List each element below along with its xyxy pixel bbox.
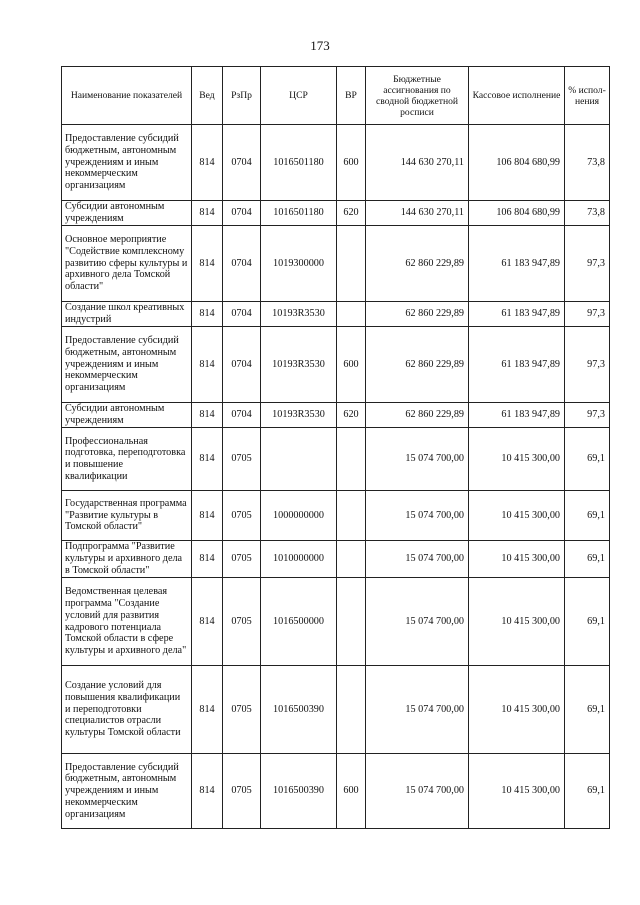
row-rzpr: 0705 — [223, 428, 261, 491]
row-ved: 814 — [192, 327, 223, 403]
row-cash: 61 183 947,89 — [469, 226, 565, 302]
row-vr: 600 — [337, 754, 366, 829]
row-csr: 1016501180 — [261, 125, 337, 201]
row-csr: 1016500000 — [261, 578, 337, 666]
row-csr: 10193R3530 — [261, 302, 337, 327]
row-vr — [337, 578, 366, 666]
row-cash: 10 415 300,00 — [469, 666, 565, 754]
row-ved: 814 — [192, 491, 223, 541]
row-name: Предоставление субсидий бюджетным, автономным учреждениям и иным некоммерческим организациям — [62, 125, 192, 201]
table-row — [62, 578, 610, 666]
row-vr — [337, 666, 366, 754]
row-rzpr: 0705 — [223, 578, 261, 666]
row-name: Субсидии автономным учреждениям — [62, 201, 192, 226]
row-name: Создание школ креативных индустрий — [62, 302, 192, 327]
row-ved: 814 — [192, 125, 223, 201]
row-name: Основное мероприятие "Содействие комплексному развитию сферы культуры и архивного дела Томской области" — [62, 226, 192, 302]
row-ved: 814 — [192, 403, 223, 428]
row-csr: 1016500390 — [261, 754, 337, 829]
row-budget: 15 074 700,00 — [366, 428, 469, 491]
table-row — [62, 327, 610, 403]
table-row — [62, 201, 610, 226]
row-rzpr: 0705 — [223, 666, 261, 754]
row-csr: 10193R3530 — [261, 403, 337, 428]
row-budget: 62 860 229,89 — [366, 403, 469, 428]
row-percent: 97,3 — [565, 226, 610, 302]
row-percent: 69,1 — [565, 754, 610, 829]
header-name: Наименование показателей — [62, 67, 192, 125]
row-ved: 814 — [192, 302, 223, 327]
table-header-row — [62, 67, 610, 125]
row-vr — [337, 541, 366, 578]
row-budget: 144 630 270,11 — [366, 125, 469, 201]
row-vr: 620 — [337, 403, 366, 428]
row-percent: 97,3 — [565, 302, 610, 327]
row-name: Подпрограмма "Развитие культуры и архивного дела в Томской области" — [62, 541, 192, 578]
row-cash: 106 804 680,99 — [469, 125, 565, 201]
row-rzpr: 0705 — [223, 541, 261, 578]
row-name: Профессиональная подготовка, переподготовка и повышение квалификации — [62, 428, 192, 491]
row-budget: 15 074 700,00 — [366, 578, 469, 666]
row-csr: 1016501180 — [261, 201, 337, 226]
row-vr — [337, 302, 366, 327]
row-cash: 61 183 947,89 — [469, 302, 565, 327]
row-rzpr: 0704 — [223, 125, 261, 201]
row-cash: 10 415 300,00 — [469, 754, 565, 829]
row-rzpr: 0704 — [223, 226, 261, 302]
row-name: Предоставление субсидий бюджетным, автономным учреждениям и иным некоммерческим организациям — [62, 754, 192, 829]
row-percent: 97,3 — [565, 327, 610, 403]
row-name: Предоставление субсидий бюджетным, автономным учреждениям и иным некоммерческим организациям — [62, 327, 192, 403]
row-rzpr: 0704 — [223, 403, 261, 428]
header-vr: ВР — [337, 67, 366, 125]
row-cash: 10 415 300,00 — [469, 578, 565, 666]
row-percent: 69,1 — [565, 666, 610, 754]
row-cash: 10 415 300,00 — [469, 491, 565, 541]
row-vr: 600 — [337, 125, 366, 201]
row-vr: 620 — [337, 201, 366, 226]
header-cash: Кассовое исполнение — [469, 67, 565, 125]
page-number: 173 — [310, 38, 330, 53]
row-percent: 69,1 — [565, 491, 610, 541]
table-row — [62, 125, 610, 201]
row-name: Государственная программа "Развитие культуры в Томской области" — [62, 491, 192, 541]
row-name: Создание условий для повышения квалификации и переподготовки специалистов отрасли культуры Томской области — [62, 666, 192, 754]
header-csr: ЦСР — [261, 67, 337, 125]
row-percent: 73,8 — [565, 125, 610, 201]
row-budget: 15 074 700,00 — [366, 666, 469, 754]
row-percent: 69,1 — [565, 578, 610, 666]
row-rzpr: 0705 — [223, 754, 261, 829]
row-budget: 62 860 229,89 — [366, 302, 469, 327]
row-csr — [261, 428, 337, 491]
row-rzpr: 0704 — [223, 302, 261, 327]
row-cash: 61 183 947,89 — [469, 327, 565, 403]
table-row — [62, 403, 610, 428]
row-rzpr: 0704 — [223, 201, 261, 226]
table-row — [62, 491, 610, 541]
header-ved: Вед — [192, 67, 223, 125]
row-csr: 1019300000 — [261, 226, 337, 302]
row-budget: 144 630 270,11 — [366, 201, 469, 226]
row-budget: 15 074 700,00 — [366, 541, 469, 578]
row-cash: 10 415 300,00 — [469, 541, 565, 578]
row-name: Субсидии автономным учреждениям — [62, 403, 192, 428]
row-percent: 69,1 — [565, 428, 610, 491]
row-cash: 10 415 300,00 — [469, 428, 565, 491]
row-budget: 15 074 700,00 — [366, 754, 469, 829]
table-row — [62, 541, 610, 578]
row-budget: 62 860 229,89 — [366, 327, 469, 403]
row-ved: 814 — [192, 541, 223, 578]
row-percent: 73,8 — [565, 201, 610, 226]
row-rzpr: 0704 — [223, 327, 261, 403]
row-vr — [337, 428, 366, 491]
table-row — [62, 428, 610, 491]
row-vr — [337, 226, 366, 302]
table-row — [62, 226, 610, 302]
row-ved: 814 — [192, 754, 223, 829]
header-percent: % испол-нения — [565, 67, 610, 125]
header-rzpr: РзПр — [223, 67, 261, 125]
budget-table — [61, 66, 610, 829]
row-csr: 1000000000 — [261, 491, 337, 541]
row-budget: 62 860 229,89 — [366, 226, 469, 302]
row-percent: 69,1 — [565, 541, 610, 578]
row-ved: 814 — [192, 201, 223, 226]
row-vr: 600 — [337, 327, 366, 403]
row-ved: 814 — [192, 226, 223, 302]
row-name: Ведомственная целевая программа "Создание условий для развития кадрового потенциала Томской области в сфере культуры и архивного дела" — [62, 578, 192, 666]
row-cash: 61 183 947,89 — [469, 403, 565, 428]
row-ved: 814 — [192, 578, 223, 666]
row-csr: 1010000000 — [261, 541, 337, 578]
table-row — [62, 666, 610, 754]
row-csr: 1016500390 — [261, 666, 337, 754]
row-percent: 97,3 — [565, 403, 610, 428]
header-budget: Бюджетные ассигнования по сводной бюджетной росписи — [366, 67, 469, 125]
table-row — [62, 302, 610, 327]
row-ved: 814 — [192, 428, 223, 491]
table-row — [62, 754, 610, 829]
row-vr — [337, 491, 366, 541]
row-ved: 814 — [192, 666, 223, 754]
row-rzpr: 0705 — [223, 491, 261, 541]
row-budget: 15 074 700,00 — [366, 491, 469, 541]
row-cash: 106 804 680,99 — [469, 201, 565, 226]
row-csr: 10193R3530 — [261, 327, 337, 403]
